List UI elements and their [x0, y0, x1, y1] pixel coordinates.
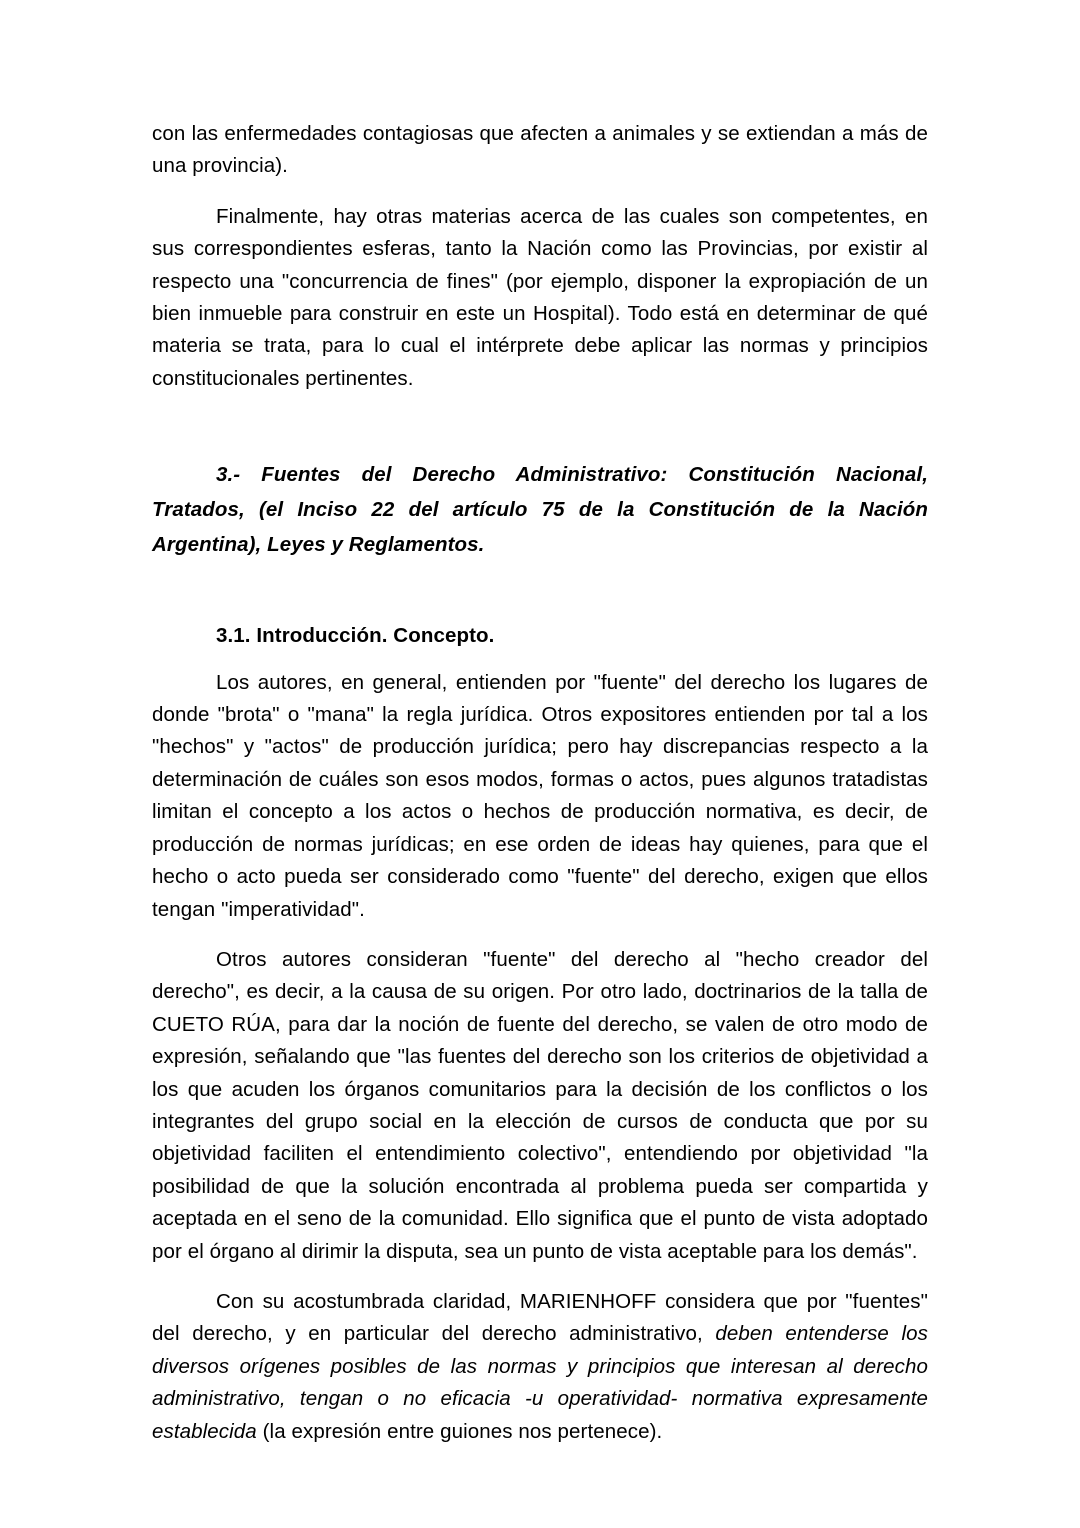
spacer [152, 562, 928, 620]
paragraph-los-autores: Los autores, en general, entienden por "fuente" del derecho los lugares de donde "brota" o "mana" la regla jurídica. Otros expositores entienden por tal a los "hechos" y "actos" de producción jurídica; pero hay discrepancias respecto a la determinación de cuáles son esos modos, formas o actos, pues algunos tratadistas limitan el concepto a los actos o hechos de producción normativa, es decir, de producción de normas jurídicas; en ese orden de ideas hay quienes, para que el hecho o acto pueda ser considerado como "fuente" del derecho, exigen que ellos tengan "imperatividad". [152, 670, 928, 921]
spacer [152, 1268, 928, 1286]
spacer [152, 926, 928, 944]
paragraph-finalmente: Finalmente, hay otras materias acerca de las cuales son competentes, en sus correspondientes esferas, tanto la Nación como las Provincias, por existir al respecto una "concurrencia de fines" (por ejemplo, disponer la expropiación de un bien inmueble para construir en este un Hospital). Todo está en determinar de qué materia se trata, para lo cual el intérprete debe aplicar las normas y principios constitucionales pertinentes. [152, 204, 928, 390]
spacer [152, 395, 928, 457]
paragraph-marienhoff-lead: Con su acostumbrada claridad, MARIENHOFF considera que por "fuentes" del derecho, y en particular del derecho administrativo, [152, 1289, 928, 1346]
subsection-heading: 3.1. Introducción. Concepto. [216, 624, 495, 648]
paragraph-otros-autores: Otros autores consideran "fuente" del derecho al "hecho creador del derecho", es decir, a la causa de su origen. Por otro lado, doctrinarios de la talla de CUETO RÚA, para dar la noción de fuente del derecho, se valen de otro modo de expresión, señalando que "las fuentes del derecho son los criterios de objetividad a los que acuden los órganos comunitarios para la decisión de los conflictos o los integrantes del grupo social en la elección de cursos de conducta que por su objetividad faciliten el entendimiento colectivo", entendiendo por objetividad "la posibilidad de que la solución encontrada al problema pueda ser compartida y aceptada en el seno de la comunidad. Ello significa que el punto de vista adoptado por el órgano al dirimir la disputa, sea un punto de vista aceptable para los demás". [152, 947, 928, 1263]
spacer [152, 183, 928, 201]
paragraph-marienhoff-tail: (la expresión entre guiones nos pertenece). [256, 1419, 663, 1443]
paragraph-marienhoff [152, 1286, 928, 1448]
paragraph-continuation: con las enfermedades contagiosas que afecten a animales y se extiendan a más de una provincia). [152, 122, 928, 178]
spacer [152, 653, 928, 667]
paragraph-marienhoff-italic: deben entenderse los diversos orígenes posibles de las normas y principios que interesan al derecho administrativo, tengan o no eficacia -u operatividad- normativa expresamente establecida [152, 1322, 928, 1443]
section-heading: 3.- Fuentes del Derecho Administrativo: Constitución Nacional, Tratados, (el Inciso 22 del artículo 75 de la Constitución de la Nación Argentina), Leyes y Reglamentos. [152, 463, 928, 557]
